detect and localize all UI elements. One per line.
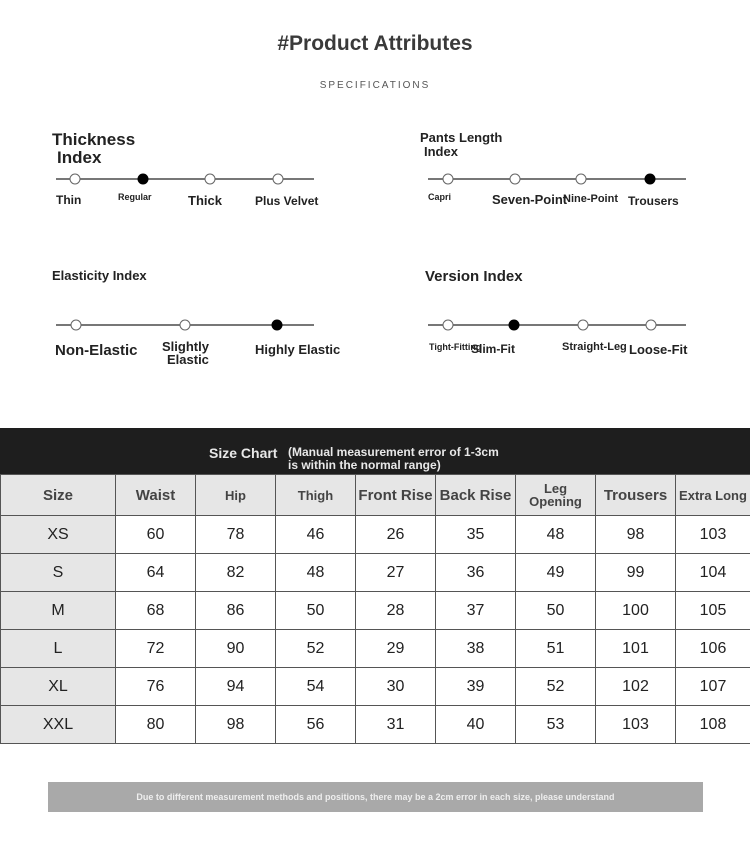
version-option-dot xyxy=(443,320,454,331)
table-cell: 30 xyxy=(356,668,436,706)
column-header: Front Rise xyxy=(356,475,436,516)
table-cell: 38 xyxy=(436,630,516,668)
thickness-option-dot xyxy=(70,174,81,185)
thickness-label: Thickness xyxy=(52,130,136,149)
table-cell: 51 xyxy=(516,630,596,668)
pants-length-label-line2: Index xyxy=(424,144,458,159)
table-cell: 101 xyxy=(596,630,676,668)
elasticity-option-dot xyxy=(180,320,191,331)
size-cell: XXL xyxy=(1,706,116,744)
pants-length-label: Pants Length xyxy=(420,130,503,145)
thickness-option-dot xyxy=(273,174,284,185)
size-cell: M xyxy=(1,592,116,630)
thickness-option-label: Regular xyxy=(118,192,152,202)
page-subtitle: SPECIFICATIONS xyxy=(319,80,431,91)
table-cell: 72 xyxy=(116,630,196,668)
elasticity-option-label: Non-Elastic xyxy=(55,342,138,359)
table-cell: 49 xyxy=(516,554,596,592)
table-cell: 78 xyxy=(196,516,276,554)
column-header: Size xyxy=(1,475,116,516)
table-row xyxy=(1,554,750,592)
table-cell: 64 xyxy=(116,554,196,592)
table-cell: 98 xyxy=(596,516,676,554)
footer-disclaimer: Due to different measurement methods and positions, there may be a 2cm error in each size, please understand xyxy=(48,782,703,812)
elasticity-option-label-elastic: Elastic xyxy=(167,352,209,367)
size-chart-note-line2: is within the normal range) xyxy=(288,458,441,473)
table-cell: 100 xyxy=(596,592,676,630)
column-header: Waist xyxy=(116,475,196,516)
pants-length-option-label: Trousers xyxy=(628,194,679,208)
elasticity-option-label-slightly: Slightly xyxy=(162,339,209,354)
size-table xyxy=(0,474,750,744)
table-cell: 103 xyxy=(596,706,676,744)
size-cell: S xyxy=(1,554,116,592)
size-chart-note-line1: (Manual measurement error of 1-3cm xyxy=(288,445,499,459)
table-cell: 48 xyxy=(276,554,356,592)
version-option-label: Straight-Leg xyxy=(562,341,627,353)
thickness-option-label: Plus Velvet xyxy=(255,194,319,208)
table-cell: 80 xyxy=(116,706,196,744)
version-option-label: Loose-Fit xyxy=(629,342,688,357)
table-row xyxy=(1,630,750,668)
elasticity-option-dot xyxy=(71,320,82,331)
table-cell: 50 xyxy=(276,592,356,630)
page-title: #Product Attributes xyxy=(277,32,473,55)
elasticity-label: Elasticity Index xyxy=(52,268,147,283)
table-cell: 46 xyxy=(276,516,356,554)
table-header-row xyxy=(1,475,750,516)
version-label: Version Index xyxy=(425,268,523,285)
table-row xyxy=(1,592,750,630)
table-cell: 50 xyxy=(516,592,596,630)
table-cell: 26 xyxy=(356,516,436,554)
thickness-label-line2: Index xyxy=(57,148,102,167)
column-header: Leg Opening xyxy=(516,475,596,516)
table-cell: 98 xyxy=(196,706,276,744)
table-cell: 29 xyxy=(356,630,436,668)
thickness-option-dot xyxy=(205,174,216,185)
table-cell: 54 xyxy=(276,668,356,706)
table-cell: 35 xyxy=(436,516,516,554)
size-cell: L xyxy=(1,630,116,668)
pants-length-selected-dot xyxy=(645,174,656,185)
version-option-dot xyxy=(646,320,657,331)
pants-length-option-label: Seven-Point xyxy=(492,192,568,207)
table-cell: 105 xyxy=(676,592,750,630)
column-header: Back Rise xyxy=(436,475,516,516)
table-cell: 28 xyxy=(356,592,436,630)
column-header: Hip xyxy=(196,475,276,516)
table-row xyxy=(1,668,750,706)
table-cell: 48 xyxy=(516,516,596,554)
table-cell: 107 xyxy=(676,668,750,706)
pants-length-option-dot xyxy=(443,174,454,185)
table-cell: 39 xyxy=(436,668,516,706)
pants-length-option-label: Nine-Point xyxy=(563,193,618,205)
thickness-option-label: Thin xyxy=(56,193,82,207)
table-cell: 94 xyxy=(196,668,276,706)
table-cell: 99 xyxy=(596,554,676,592)
size-cell: XL xyxy=(1,668,116,706)
pants-length-option-dot xyxy=(510,174,521,185)
table-cell: 40 xyxy=(436,706,516,744)
table-cell: 56 xyxy=(276,706,356,744)
elasticity-selected-dot xyxy=(272,320,283,331)
thickness-selected-dot xyxy=(138,174,149,185)
size-chart-header xyxy=(0,428,750,474)
table-cell: 60 xyxy=(116,516,196,554)
table-cell: 31 xyxy=(356,706,436,744)
table-row xyxy=(1,516,750,554)
pants-length-option-dot xyxy=(576,174,587,185)
table-cell: 27 xyxy=(356,554,436,592)
version-selected-dot xyxy=(509,320,520,331)
size-chart-note xyxy=(288,446,499,472)
table-cell: 90 xyxy=(196,630,276,668)
table-cell: 68 xyxy=(116,592,196,630)
pants-length-option-label: Capri xyxy=(428,192,452,202)
size-chart-title: Size Chart xyxy=(209,445,278,461)
table-cell: 52 xyxy=(516,668,596,706)
table-cell: 103 xyxy=(676,516,750,554)
table-row xyxy=(1,706,750,744)
table-cell: 36 xyxy=(436,554,516,592)
table-cell: 52 xyxy=(276,630,356,668)
elasticity-option-label: Highly Elastic xyxy=(255,342,341,357)
table-cell: 86 xyxy=(196,592,276,630)
table-cell: 102 xyxy=(596,668,676,706)
table-cell: 53 xyxy=(516,706,596,744)
table-cell: 108 xyxy=(676,706,750,744)
table-cell: 37 xyxy=(436,592,516,630)
size-cell: XS xyxy=(1,516,116,554)
version-option-dot xyxy=(578,320,589,331)
table-cell: 82 xyxy=(196,554,276,592)
version-option-label: Tight-Fitting xyxy=(429,342,482,352)
thickness-option-label: Thick xyxy=(188,193,222,208)
table-cell: 106 xyxy=(676,630,750,668)
column-header: Trousers xyxy=(596,475,676,516)
column-header: Extra Long xyxy=(676,475,750,516)
version-option-label: Slim-Fit xyxy=(471,342,515,356)
column-header: Thigh xyxy=(276,475,356,516)
table-cell: 104 xyxy=(676,554,750,592)
table-cell: 76 xyxy=(116,668,196,706)
